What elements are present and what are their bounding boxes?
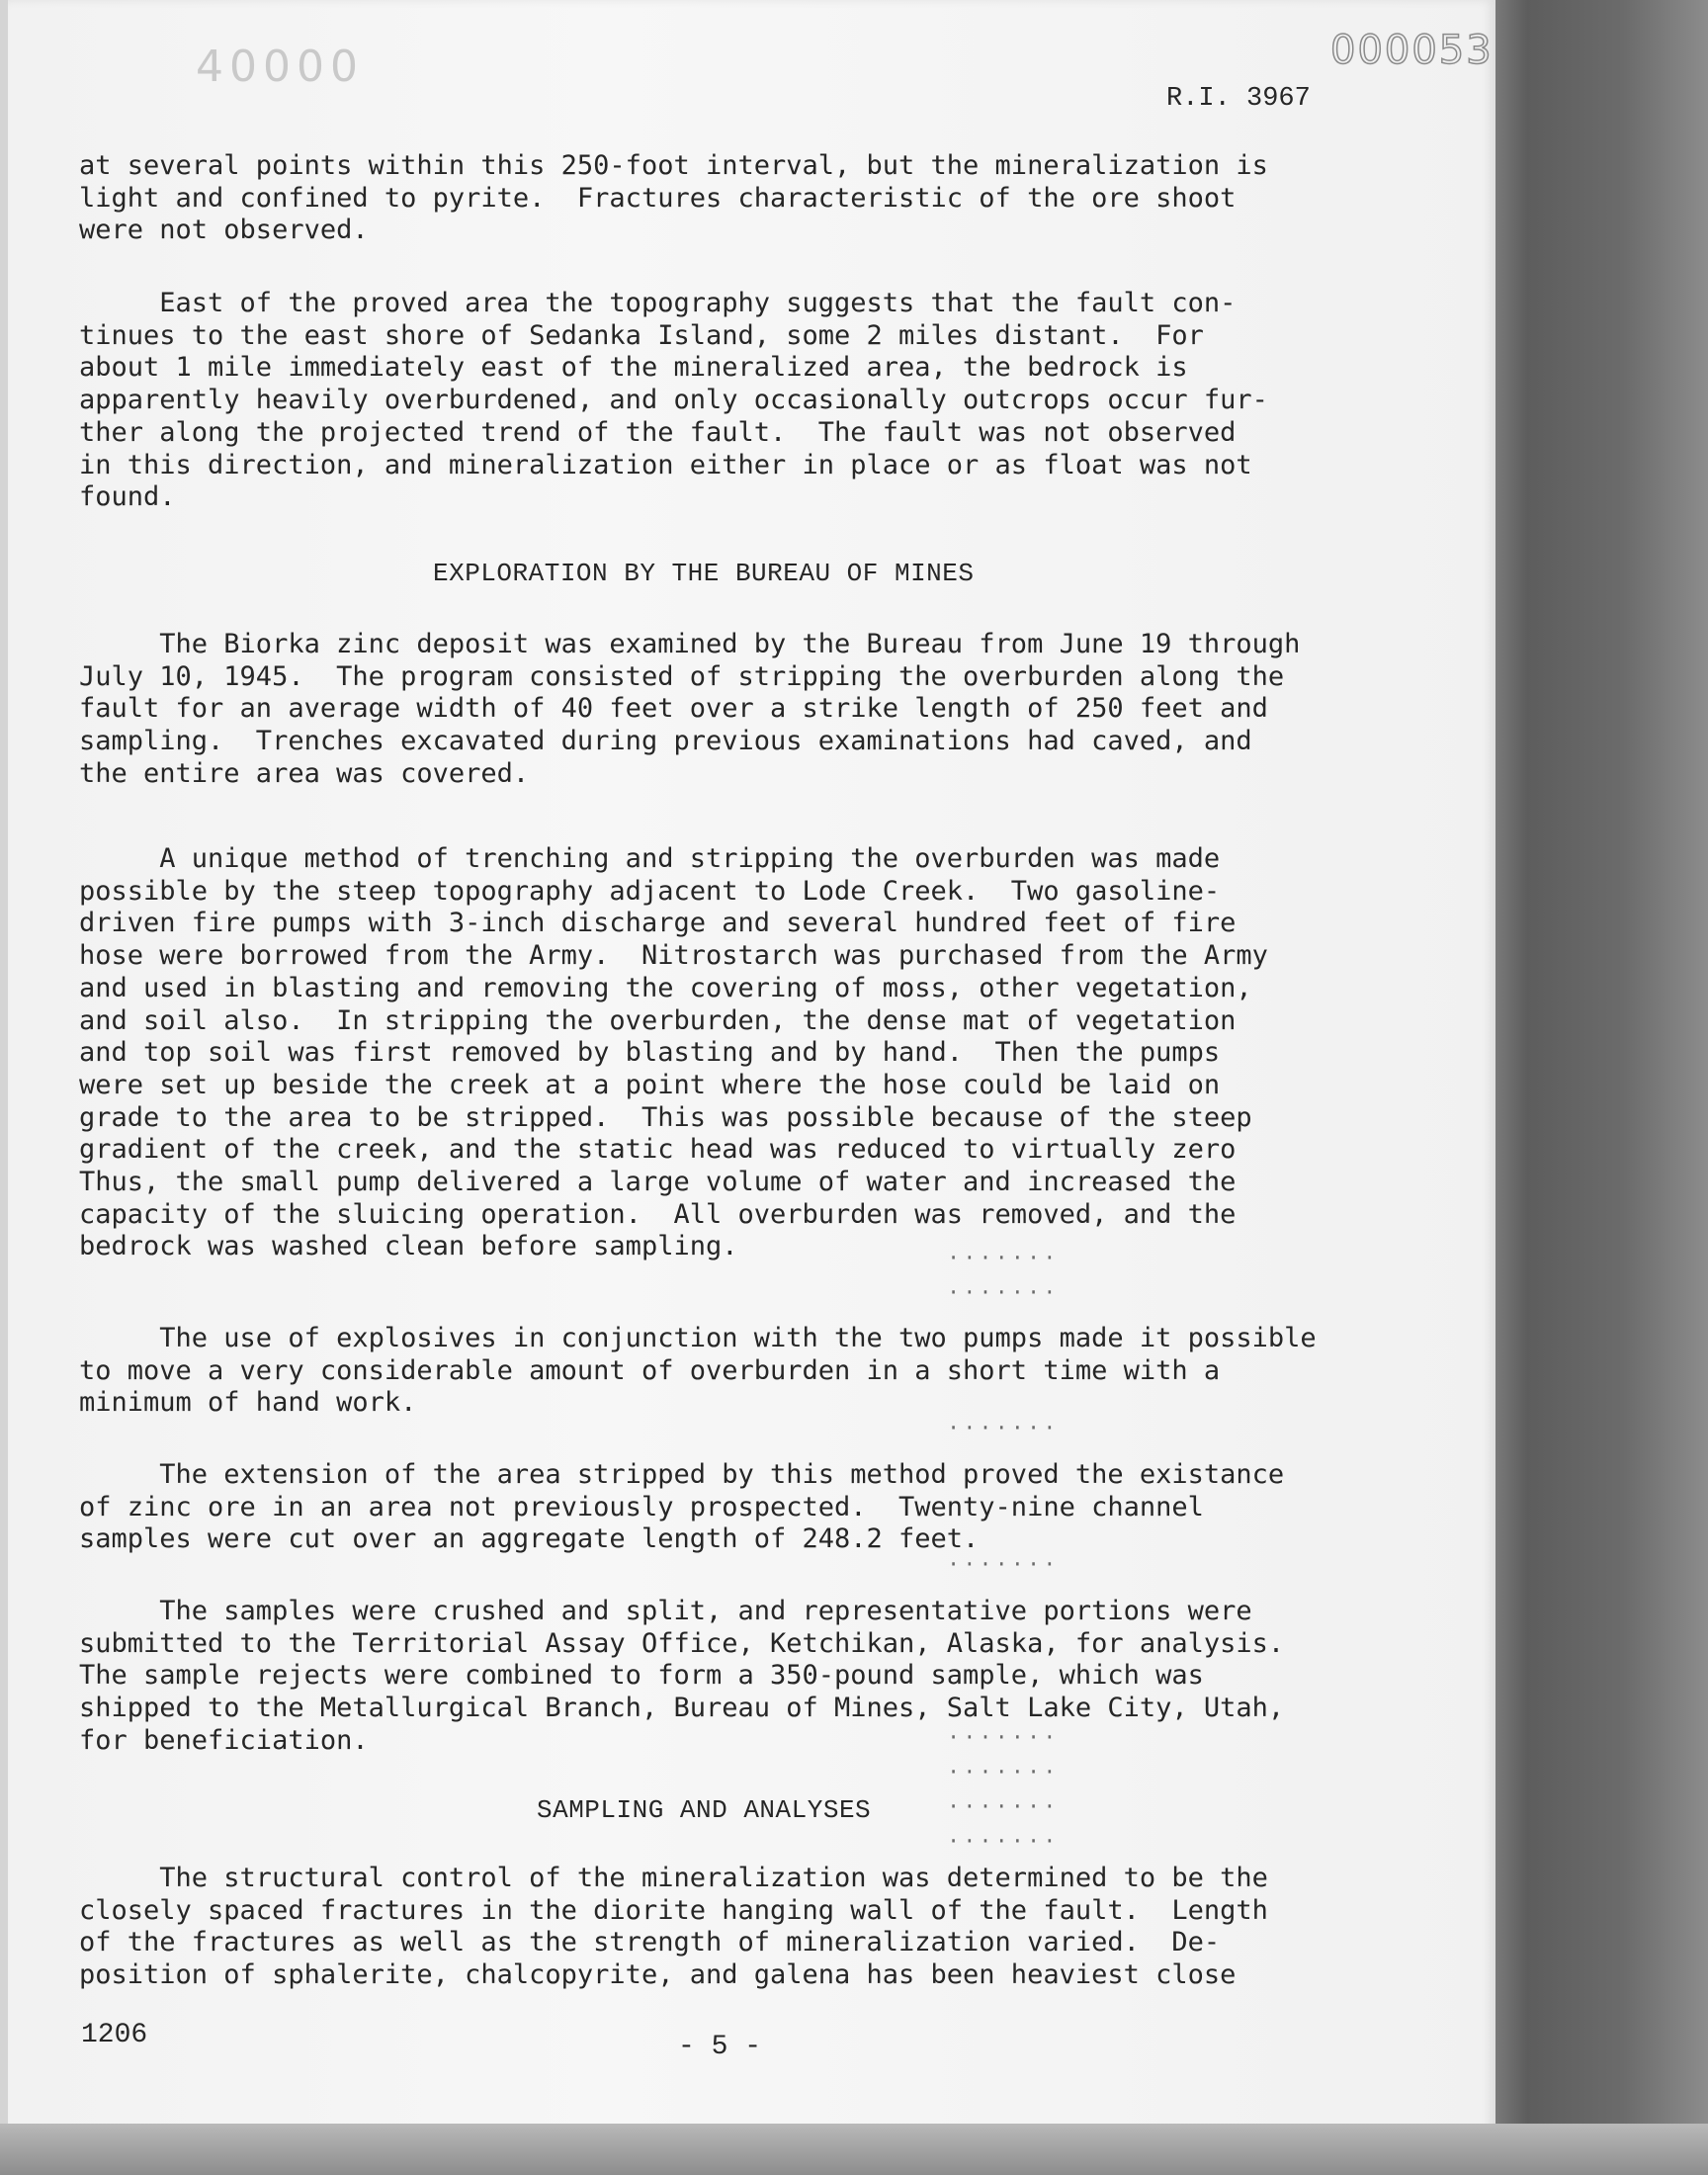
scan-dots: ·······	[947, 1246, 1060, 1270]
scan-edge-shadow	[1495, 0, 1708, 2175]
paragraph-2: East of the proved area the topography suggests that the fault con- tinues to the east shore of Sedanka Island, some 2 miles distant. For about 1 mile immediately east of the mineralized area, the bedrock is apparently heavily overburdened, and only occasionally outcrops occur fur- ther along the projected trend of the fault. The fault was not observed in this direction, and mineralization either in place or as float was not found.	[79, 288, 1268, 513]
scan-dots: ·······	[947, 1760, 1060, 1784]
footer-code: 1206	[81, 2020, 148, 2050]
scan-bottom-shadow	[0, 2124, 1708, 2175]
scan-dots: ·······	[947, 1829, 1060, 1854]
scan-dots: ·······	[947, 1794, 1060, 1819]
scan-dots: ·······	[947, 1552, 1060, 1577]
paragraph-3: The Biorka zinc deposit was examined by the Bureau from June 19 through July 10, 1945. The program consisted of stripping the overburden along the fault for an average width of 40 feet over a strike length of 250 feet and sampling. Trenches excavated during previous examinations had caved, and the entire area was covered.	[79, 629, 1301, 789]
paragraph-1: at several points within this 250-foot interval, but the mineralization is light and confined to pyrite. Fractures characteristic of the ore shoot were not observed.	[79, 150, 1268, 246]
corner-stamp: 000053	[1330, 28, 1494, 73]
scan-dots: ·······	[947, 1280, 1060, 1305]
page-number: - 5 -	[678, 2032, 762, 2062]
paragraph-6: The extension of the area stripped by this method proved the existance of zinc ore in an area not previously prospected. Twenty-nine channel samples were cut over an aggregate length of 248.2 feet.	[79, 1459, 1285, 1555]
heading-sampling: SAMPLING AND ANALYSES	[537, 1795, 872, 1825]
paragraph-4: A unique method of trenching and stripping the overburden was made possible by the steep topography adjacent to Lode Creek. Two gasoline- driven fire pumps with 3-inch discharge and several hundred feet of fire hose were borrowed from the Army. Nitrostarch was purchased from the Army and used in blasting and removing the covering of moss, other vegetation, and soil also. In stripping the overburden, the dense mat of vegetation and top soil was first removed by blasting and by hand. Then the pumps were set up beside the creek at a point where the hose could be laid on grade to the area to be stripped. This was possible because of the steep gradient of the creek, and the static head was reduced to virtually zero Thus, the small pump delivered a large volume of water and increased the capacity of the sluicing operation. All overburden was removed, and the bedrock was washed clean before sampling.	[79, 843, 1268, 1262]
faint-stamp: 40000	[196, 42, 364, 92]
paragraph-7: The samples were crushed and split, and representative portions were submitted to the Territorial Assay Office, Ketchikan, Alaska, for analysis. The sample rejects were combined to form a 350-pound sample, which was shipped to the Metallurgical Branch, Bureau of Mines, Salt Lake City, Utah, for beneficiation.	[79, 1596, 1285, 1756]
report-id: R.I. 3967	[1166, 84, 1311, 114]
scan-dots: ·······	[947, 1416, 1060, 1440]
scan-dots: ·······	[947, 1725, 1060, 1750]
document-page	[8, 0, 1495, 2175]
heading-exploration: EXPLORATION BY THE BUREAU OF MINES	[433, 559, 975, 588]
paragraph-5: The use of explosives in conjunction with the two pumps made it possible to move a very considerable amount of overburden in a short time with a minimum of hand work.	[79, 1323, 1317, 1419]
paragraph-8: The structural control of the mineralization was determined to be the closely spaced fractures in the diorite hanging wall of the fault. Length of the fractures as well as the strength of mineralization varied. De- position of sphalerite, chalcopyrite, and galena has been heaviest close	[79, 1863, 1268, 1991]
